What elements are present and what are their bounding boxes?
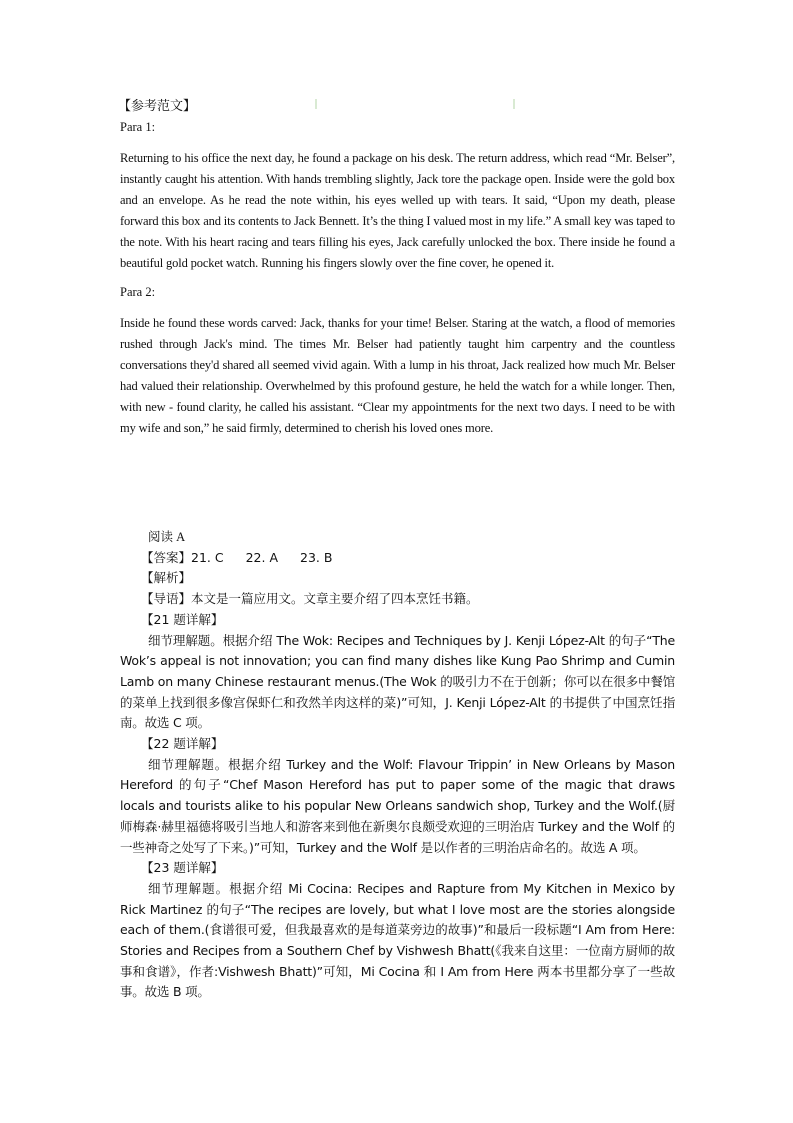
answer-22: 22. A xyxy=(245,549,279,565)
q22-label: 【22 题详解】 xyxy=(141,736,224,752)
essay-heading: 【参考范文】 xyxy=(118,99,197,114)
para2-label: Para 2: xyxy=(120,285,156,300)
q21-text: 细节理解题。根据介绍 The Wok: Recipes and Techniques by J. Kenji López-Alt 的句子“The Wok’s appeal is not innovation; you can find many dishes like Kung Pao Shrimp and Cumin Lamb on many Chinese restaurant menus.(The Wok 的吸引力不在于创新；你可以在很多中餐馆的菜单上找到很多像宫保虾仁和孜然羊肉这样的菜)”可知，J. Kenji López-Alt 的书提供了中国烹饪指南。故选 C 项。 xyxy=(120,632,675,731)
q23-text: 细节理解题。根据介绍 Mi Cocina: Recipes and Rapture from My Kitchen in Mexico by Rick Martinez 的句子“The recipes are lovely, but what I love most are the stories alongside each of them.(食谱很可爱，但我最喜欢的是每道菜旁边的故事)”和最后一段标题“I Am from Here: Stories and Recipes from a Southern Chef by Vishwesh Bhatt(《我来自这里：一位南方厨师的故事和食谱》，作者:Vishwesh Bhatt)”可知，Mi Cocina 和 I Am from Here 两本书里都分享了一些故事。故选 B 项。 xyxy=(120,880,675,1000)
answer-23: 23. B xyxy=(300,549,333,565)
reading-analysis xyxy=(120,527,675,1003)
reading-title: 阅读 A xyxy=(148,530,186,544)
para2-text: Inside he found these words carved: Jack, thanks for your time! Belser. Staring at the watch, a flood of memories rushed through Jack's mind. The times Mr. Belser had patiently taught him carpentry and the countless conversations they'd shared all seemed vivid again. With a lump in his throat, Jack realized how much Mr. Belser had valued their relationship. Overwhelmed by this profound gesture, he held the watch for a while longer. Then, with new - found clarity, he called his assistant. “Clear my appointments for the next two days. I need to be with my wife and son,” he said firmly, determined to cherish his loved ones more. xyxy=(120,316,675,435)
reference-essay xyxy=(120,97,675,448)
answer-row xyxy=(120,548,675,569)
q23-label: 【23 题详解】 xyxy=(141,860,224,876)
q21-label: 【21 题详解】 xyxy=(141,611,224,627)
answer-label: 【答案】 xyxy=(141,549,192,565)
answer-21: 21. C xyxy=(191,549,224,565)
analysis-label: 【解析】 xyxy=(141,570,192,586)
q22-text: 细节理解题。根据介绍 Turkey and the Wolf: Flavour Trippin’ in New Orleans by Mason Hereford 的句子“Chef Mason Hereford has put to paper some of the magic that draws locals and tourists alike to his popular New Orleans sandwich shop, Turkey and the Wolf.(厨师梅森·赫里福德将吸引当地人和游客来到他在新奥尔良颇受欢迎的三明治店 Turkey and the Wolf 的一些神奇之处写了下来。)”可知，Turkey and the Wolf 是以作者的三明治店命名的。故选 A 项。 xyxy=(120,756,675,855)
para1-text: Returning to his office the next day, he found a package on his desk. The return address, which read “Mr. Belser”, instantly caught his attention. With hands trembling slightly, Jack tore the package open. Inside were the gold box and an envelope. As he read the note within, his eyes welled up with tears. It said, “Upon my death, please forward this box and its contents to Jack Bennett. It’s the thing I valued most in my life.” A small key was taped to the note. With his heart racing and tears filling his eyes, Jack carefully unlocked the box. There inside he found a beautiful gold pocket watch. Running his fingers slowly over the fine cover, he opened it. xyxy=(120,151,675,270)
intro-text: 【导语】本文是一篇应用文。文章主要介绍了四本烹饪书籍。 xyxy=(141,591,479,607)
para1-label: Para 1: xyxy=(120,120,156,134)
